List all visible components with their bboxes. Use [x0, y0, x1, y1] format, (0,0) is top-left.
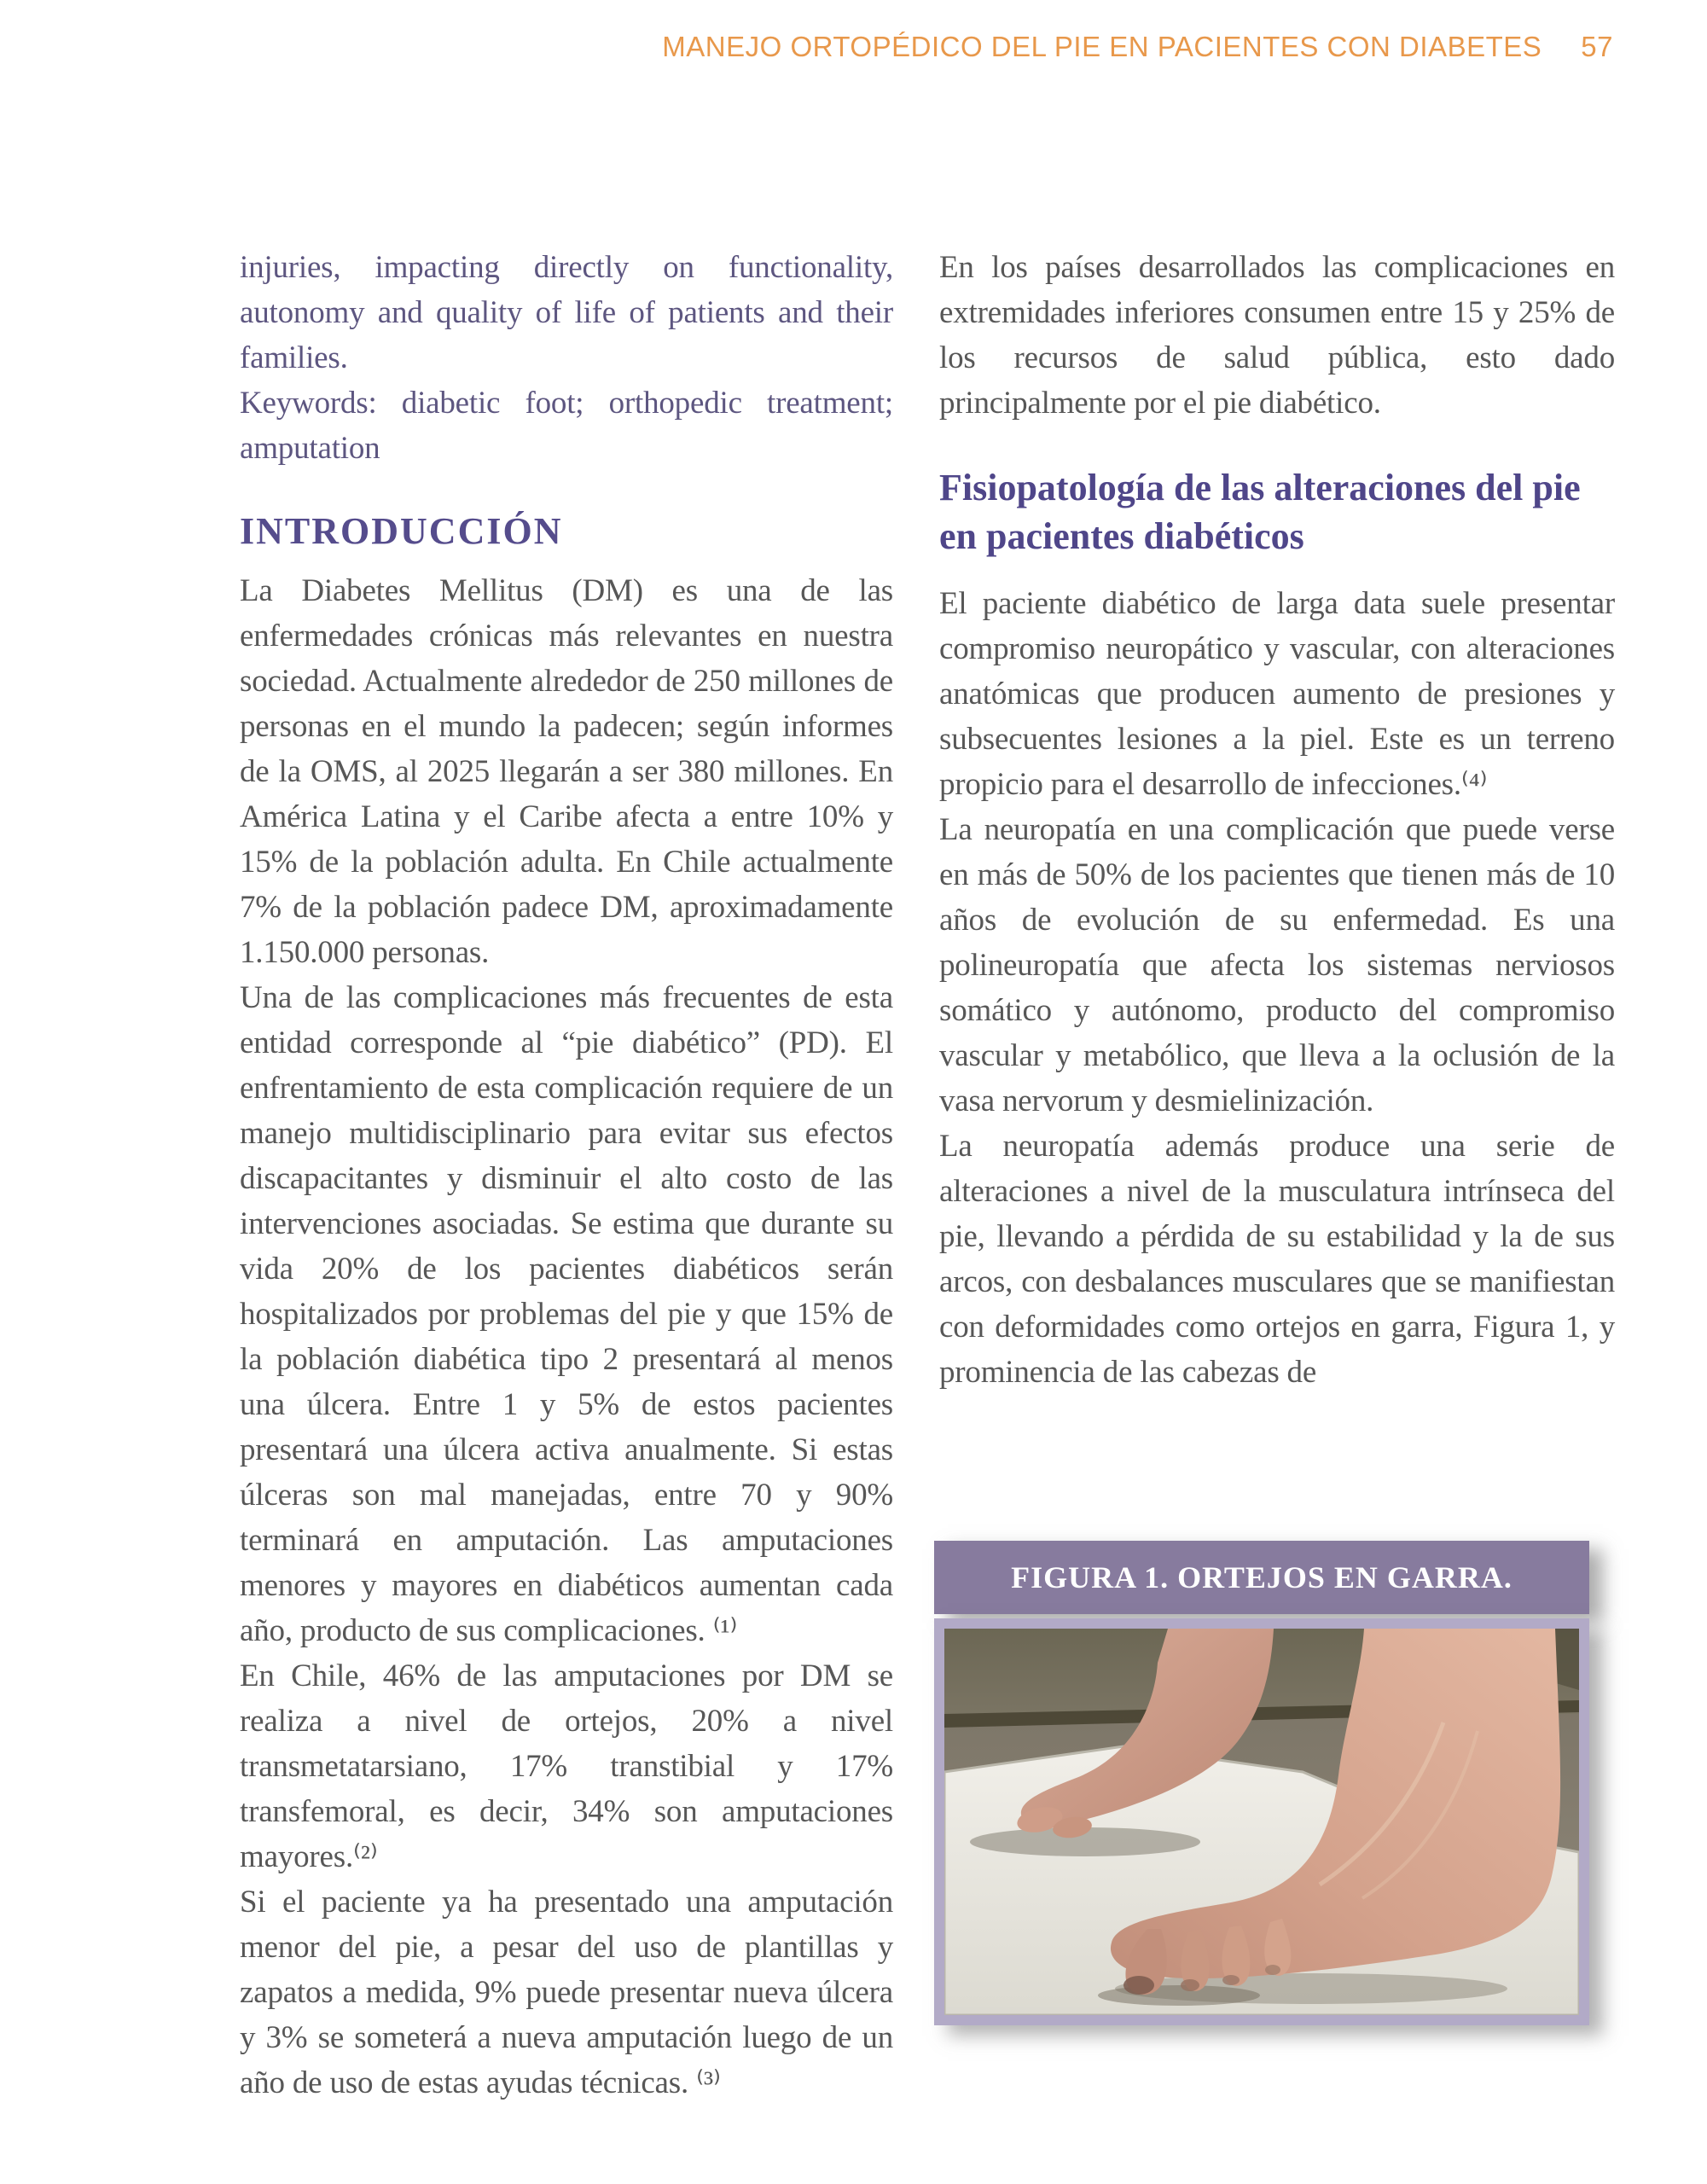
- paragraph-paciente-larga-data: El paciente diabético de larga data suele presentar compromiso neuropático y vascular, con alteraciones anatómicas que producen aumento de presiones y subsecuentes lesiones a la piel. Este es un terreno propicio para el desarrollo de infecciones.⁽⁴⁾: [939, 586, 1615, 802]
- claw-toe-nail: [1265, 1965, 1280, 1975]
- figure-1-photo: [934, 1618, 1589, 2025]
- section-heading-introduccion: INTRODUCCIÓN: [240, 510, 563, 552]
- claw-toe-nail: [1222, 1975, 1240, 1985]
- right-column: [939, 245, 1615, 1395]
- claw-big-toe-tip: [1123, 1976, 1154, 1995]
- paragraph-amputaciones-chile: En Chile, 46% de las amputaciones por DM se realiza a nivel de ortejos, 20% a nivel transmetatarsiano, 17% transtibial y 17% transfemoral, es decir, 34% son amputaciones mayores.⁽²⁾: [240, 1658, 893, 1874]
- paragraph-amputacion-menor: Si el paciente ya ha presentado una amputación menor del pie, a pesar del uso de plantillas y zapatos a medida, 9% puede presentar nueva úlcera y 3% se someterá a nueva amputación luego de un año de uso de estas ayudas técnicas. ⁽³⁾: [240, 1885, 893, 2100]
- paragraph-dm-epidemiology: La Diabetes Mellitus (DM) es una de las enfermedades crónicas más relevantes en nuestra sociedad. Actualmente alrededor de 250 millones de personas en el mundo la padecen; según informes de la OMS, al 2025 llegarán a ser 380 millones. En América Latina y el Caribe afecta a entre 10% y 15% de la población adulta. En Chile actualmente 7% de la población padece DM, aproximadamente 1.150.000 personas.: [240, 573, 893, 970]
- section-heading-fisiopatologia: Fisiopatología de las alteraciones del pie en pacientes diabéticos: [939, 467, 1581, 557]
- figure-1: [934, 1541, 1589, 2025]
- paragraph-neuropatia: La neuropatía en una complicación que puede verse en más de 50% de los pacientes que tienen más de 10 años de evolución de su enfermedad. Es una polineuropatía que afecta los sistemas nerviosos somático y autónomo, producto del compromiso vascular y metabólico, que lleva a la oclusión de la vasa nervorum y desmielinización.: [939, 812, 1615, 1118]
- claw-toe-nail: [1181, 1979, 1199, 1991]
- keywords-line: Keywords: diabetic foot; orthopedic treatment; amputation: [240, 386, 893, 466]
- near-toes-shadow: [1098, 1985, 1260, 2006]
- figure-1-caption: FIGURA 1. ORTEJOS EN GARRA.: [934, 1541, 1589, 1614]
- paragraph-pie-diabetico: Una de las complicaciones más frecuentes de esta entidad corresponde al “pie diabético” (PD). El enfrentamiento de esta complicación requiere de un manejo multidisciplinario para evitar sus efectos discapacitantes y disminuir el alto costo de las intervenciones asociadas. Se estima que durante su vida 20% de los pacientes diabéticos serán hospitalizados por problemas del pie y que 15% de la población diabética tipo 2 presentará al menos una úlcera. Entre 1 y 5% de estos pacientes presentará una úlcera activa anualmente. Si estas úlceras son mal manejadas, entre 70 y 90% terminará en amputación. Las amputaciones menores y mayores en diabéticos aumentan cada año, producto de sus complicaciones. ⁽¹⁾: [240, 980, 893, 1648]
- paragraph-paises-desarrollados: En los países desarrollados las complicaciones en extremidades inferiores consumen entre 15 y 25% de los recursos de salud pública, esto dado principalmente por el pie diabético.: [939, 250, 1615, 421]
- abstract-text-en: injuries, impacting directly on functionality, autonomy and quality of life of patients and their families.: [240, 250, 893, 375]
- left-column: [240, 245, 893, 2106]
- running-title: MANEJO ORTOPÉDICO DEL PIE EN PACIENTES CON DIABETES: [662, 31, 1542, 62]
- page-number: 57: [1581, 31, 1613, 62]
- page-header: [662, 31, 1613, 63]
- claw-toes-photo-illustration: [944, 1629, 1579, 2015]
- paragraph-musculatura: La neuropatía además produce una serie de alteraciones a nivel de la musculatura intrínseca del pie, llevando a pérdida de su estabilidad y la de sus arcos, con desbalances musculares que se manifiestan con deformidades como ortejos en garra, Figura 1, y prominencia de las cabezas de: [939, 1129, 1615, 1390]
